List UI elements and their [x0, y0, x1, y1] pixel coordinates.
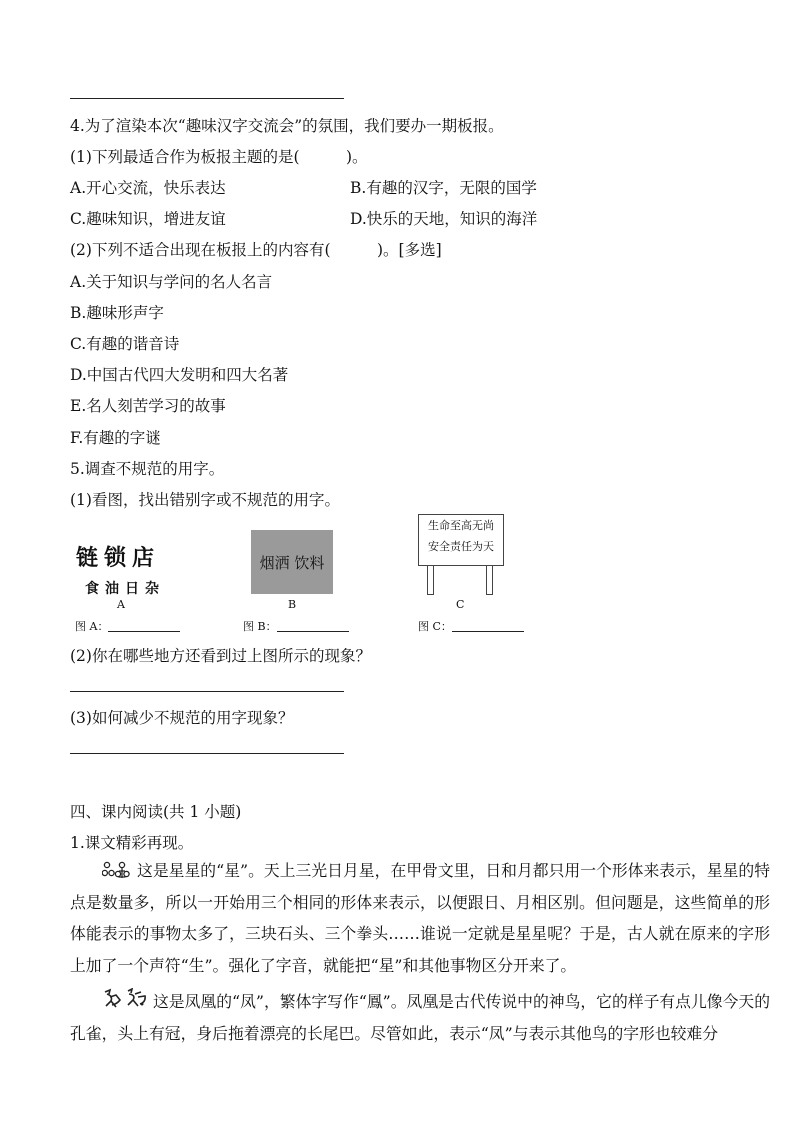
q4-item-a: A.关于知识与学问的名人名言 — [70, 273, 273, 291]
q4-title: 4.为了渲染本次“趣味汉字交流会”的氛围，我们要办一期板报。 — [70, 117, 504, 135]
q5-sub1: (1)看图，找出错别字或不规范的用字。 — [70, 491, 340, 509]
figure-b-sign — [251, 530, 333, 594]
figure-a-answer-blank[interactable] — [108, 619, 180, 632]
q5-sub2: (2)你在哪些地方还看到过上图所示的现象？ — [70, 647, 371, 665]
q5-sub3: (3)如何减少不规范的用字现象？ — [70, 709, 294, 727]
q4-option-a: A.开心交流，快乐表达 — [70, 179, 226, 197]
passage-paragraph-star-text: 这是星星的“星”。天上三光日月星，在甲骨文里，日和月都只用一个形体来表示，星星的特点是数量多，所以一开始用三个相同的形体来表示，以便跟日、月相区别。但问题是，这些简单的形体能表示的事物太多了，三块石头、三个拳头……谁说一定就是星星呢？于是，古人就在原来的字形上加了一个声符“生”。强化了字音，就能把“星”和其他事物区分开来了。 — [70, 861, 770, 975]
figure-c-post-right — [486, 565, 493, 595]
figure-c-answer — [418, 618, 524, 634]
figure-c-answer-label: 图 C： — [418, 620, 452, 633]
figure-b-answer-label: 图 B： — [243, 620, 277, 633]
figure-b-answer — [243, 618, 349, 634]
q5-sub3-answer-line[interactable] — [70, 753, 344, 754]
passage-paragraph-phoenix — [70, 986, 770, 1049]
figure-a-answer-label: 图 A： — [75, 620, 109, 633]
figure-c-board-line1: 生命至高无尚 — [428, 519, 494, 532]
q4-sub2: (2)下列不适合出现在板报上的内容有( )。[多选] — [70, 241, 442, 259]
figure-a-label: A — [117, 598, 125, 611]
section-heading: 四、课内阅读(共 1 小题) — [70, 803, 242, 821]
q4-item-f: F.有趣的字谜 — [70, 429, 161, 447]
answer-line-top — [70, 98, 344, 99]
passage-paragraph-phoenix-text: 这是凤凰的“凤”，繁体字写作“鳳”。凤凰是古代传说中的神鸟，它的样子有点儿像今天的孔雀，头上有冠，身后拖着漂亮的长尾巴。尽管如此，表示“凤”与表示其他鸟的字形也较难分 — [70, 992, 770, 1043]
q4-item-e: E.名人刻苦学习的故事 — [70, 397, 226, 415]
figure-a-sign-line2: 食油日杂 — [85, 581, 165, 597]
q5-sub2-answer-line[interactable] — [70, 691, 344, 692]
figure-c-board-line2: 安全责任为天 — [428, 540, 494, 553]
section-q1-title: 1.课文精彩再现。 — [70, 834, 194, 852]
reading-passage — [70, 855, 770, 1049]
figure-c-answer-blank[interactable] — [452, 619, 524, 632]
figure-b-sign-text: 烟洒 饮料 — [259, 554, 325, 572]
oracle-star-glyph-icon — [102, 861, 134, 879]
figure-a-sign-line1: 链锁店 — [76, 546, 161, 571]
figure-c-post-left — [427, 565, 434, 595]
q4-item-d: D.中国古代四大发明和四大名著 — [70, 366, 289, 384]
q4-item-b: B.趣味形声字 — [70, 304, 164, 322]
q4-sub1: (1)下列最适合作为板报主题的是( )。 — [70, 148, 368, 166]
q4-option-c: C.趣味知识，增进友谊 — [70, 210, 226, 228]
figure-b-answer-blank[interactable] — [277, 619, 349, 632]
figure-b-label: B — [288, 598, 297, 611]
q5-title: 5.调查不规范的用字。 — [70, 460, 225, 478]
figure-c-board — [418, 514, 504, 566]
figure-c-label: C — [456, 598, 465, 611]
figure-a-answer — [75, 618, 180, 634]
passage-paragraph-star — [70, 855, 770, 981]
q4-item-c: C.有趣的谐音诗 — [70, 335, 180, 353]
q4-option-b: B.有趣的汉字，无限的国学 — [350, 179, 537, 197]
oracle-phoenix-glyph-icon — [102, 988, 150, 1010]
q4-option-d: D.快乐的天地，知识的海洋 — [350, 210, 538, 228]
